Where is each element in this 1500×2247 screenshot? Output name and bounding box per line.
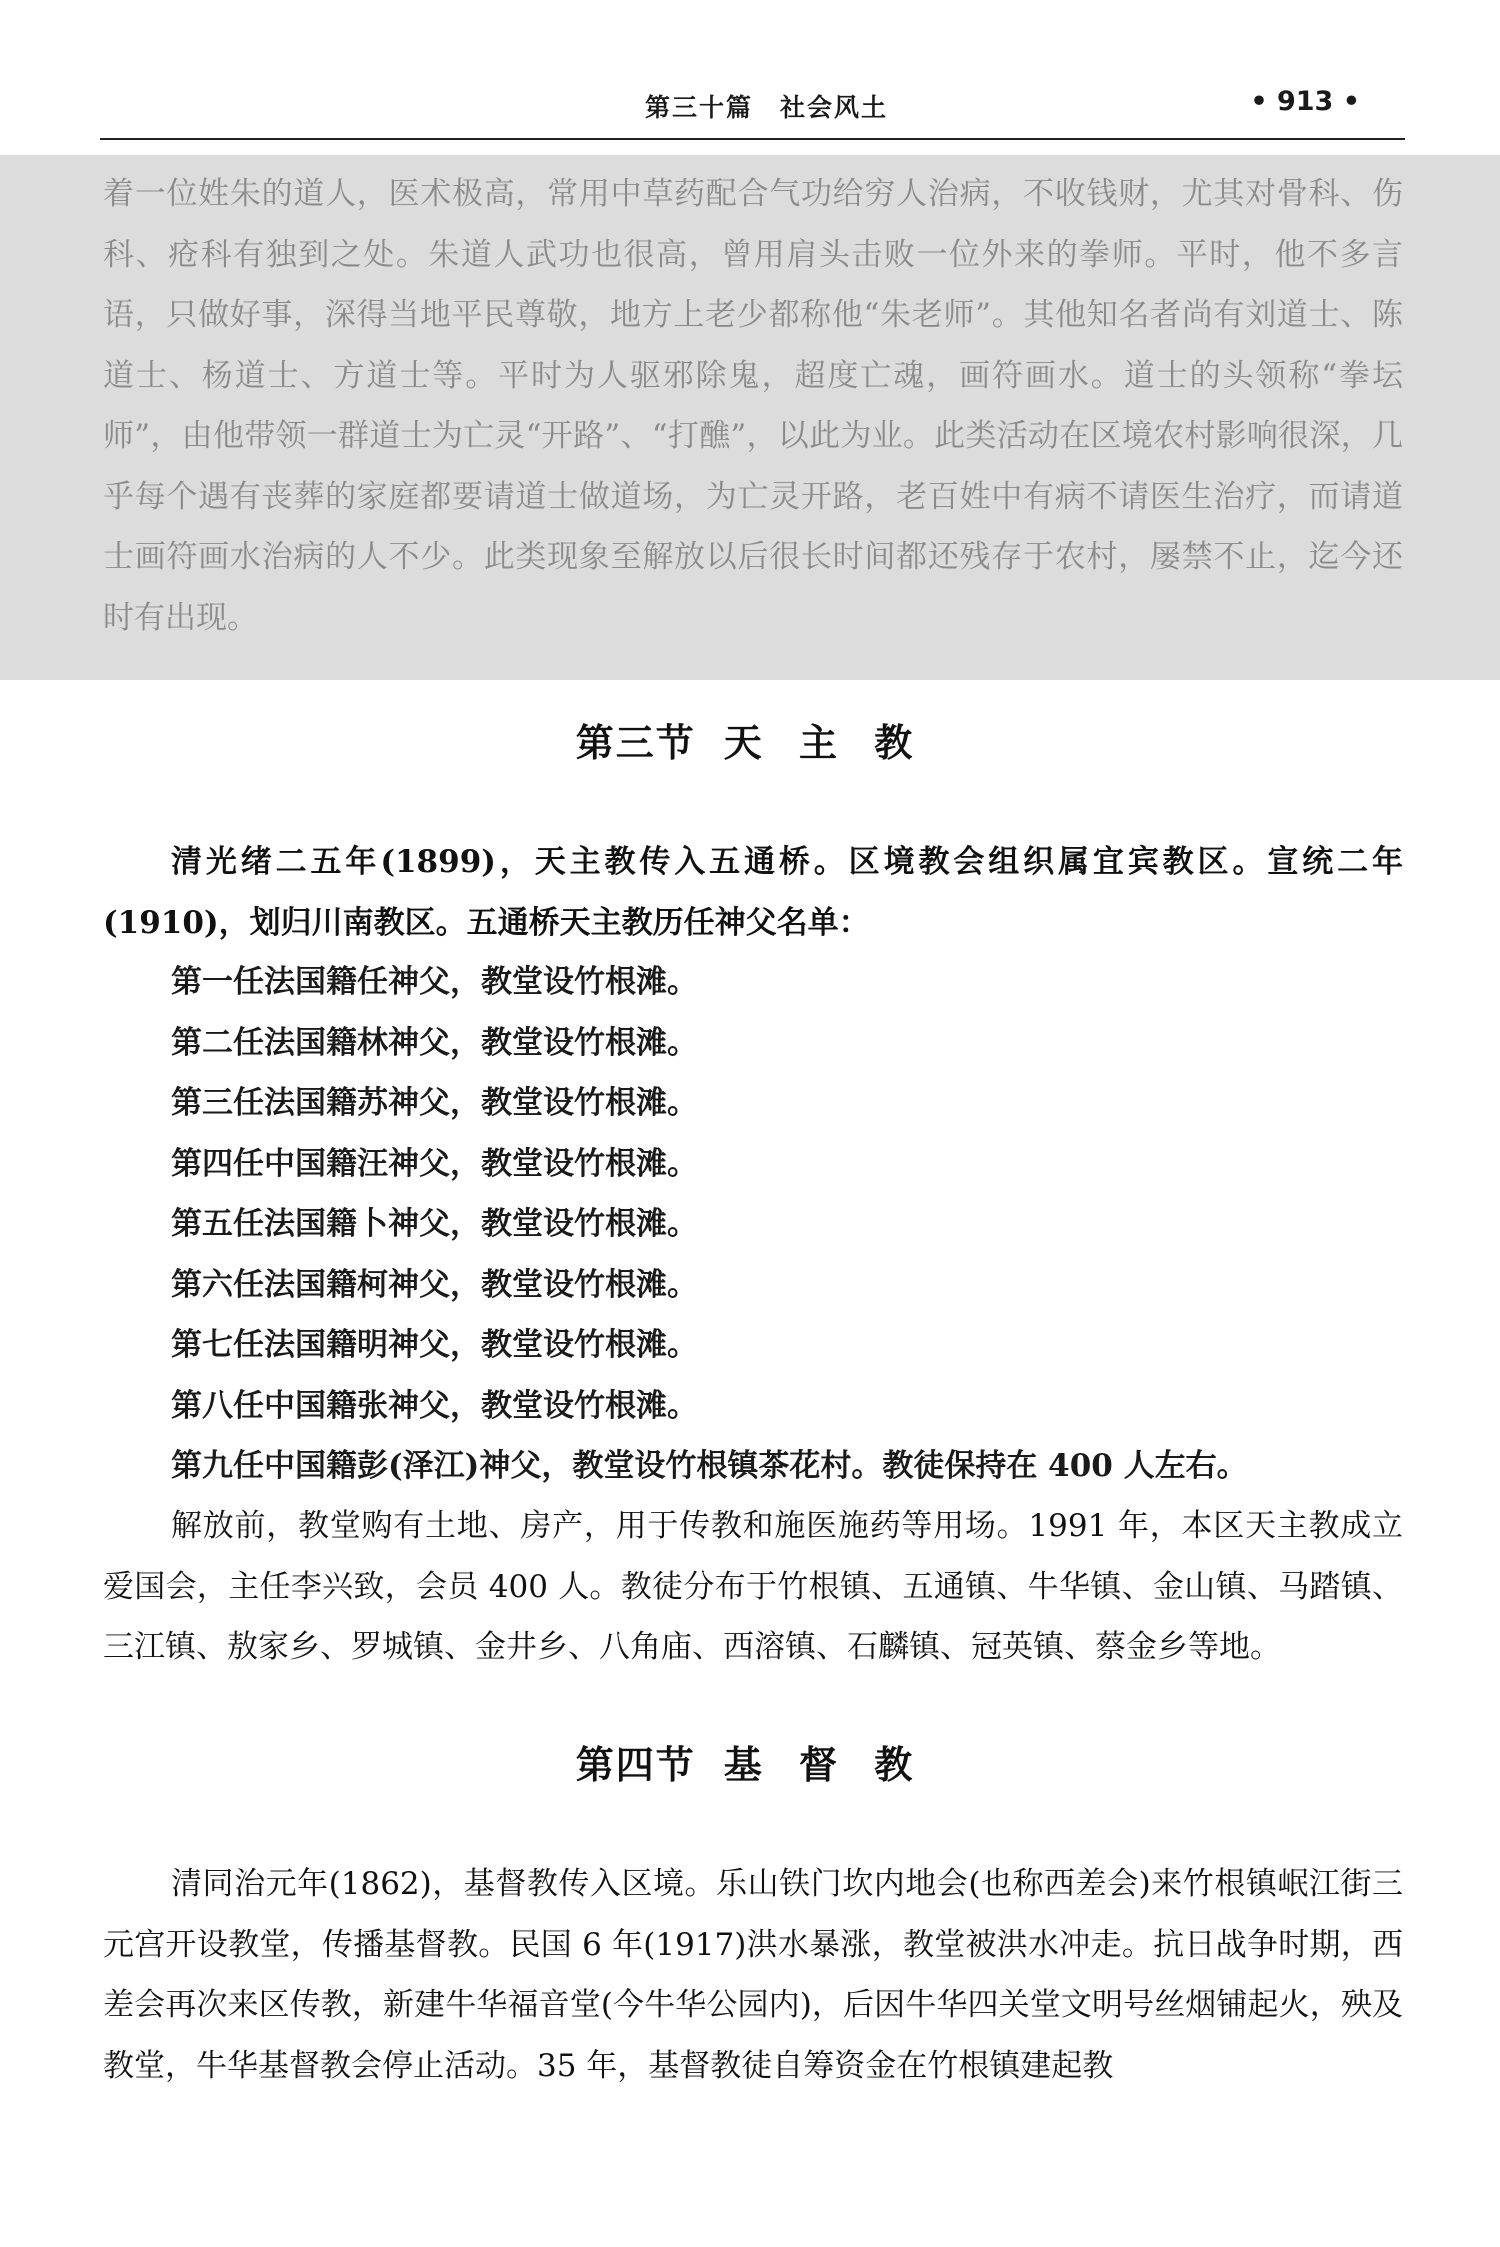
list-item: 第五任法国籍卜神父，教堂设竹根滩。 — [171, 1206, 698, 1242]
list-item: 第九任中国籍彭(泽江)神父，教堂设竹根镇茶花村。教徒保持在 400 人左右。 — [171, 1448, 1248, 1484]
catholicism-history-paragraph: 解放前，教堂购有土地、房产，用于传教和施医施药等用场。1991 年，本区天主教成立爱国会，主任李兴致，会员 400 人。教徒分布于竹根镇、五通镇、牛华镇、金山镇、马踏镇、三江镇、敖家乡、罗城镇、金井乡、八角庙、西溶镇、石麟镇、冠英镇、蔡金乡等地。 — [103, 1508, 1403, 1665]
list-item: 第八任中国籍张神父，教堂设竹根滩。 — [171, 1387, 698, 1424]
section-heading-christianity — [0, 1734, 1500, 1789]
page-number: • 913 • — [1250, 86, 1360, 117]
section-name: 基 督 教 — [723, 1742, 925, 1787]
list-item: 第七任法国籍明神父，教堂设竹根滩。 — [171, 1327, 698, 1363]
christianity-intro-paragraph: 清同治元年(1862)，基督教传入区境。乐山铁门坎内地会(也称西差会)来竹根镇岷江街三元宫开设教堂，传播基督教。民国 6 年(1917)洪水暴涨，教堂被洪水冲走。抗日战争时期，西差会再次来区传教，新建牛华福音堂(今牛华公园内)，后因牛华四关堂文明号丝烟铺起火，殃及教堂，牛华基督教会停止活动。35 年，基督教徒自筹资金在竹根镇建起教 — [103, 1866, 1403, 2084]
list-item: 第二任法国籍林神父，教堂设竹根滩。 — [171, 1024, 698, 1061]
catholicism-intro-paragraph: 清光绪二五年(1899)，天主教传入五通桥。区境教会组织属宜宾教区。宣统二年(1910)，划归川南教区。五通桥天主教历任神父名单： — [103, 844, 1403, 941]
chapter-title: 第三十篇 社会风土 — [645, 93, 889, 122]
section-number: 第三节 — [575, 720, 696, 765]
continuation-paragraph: 着一位姓朱的道人，医术极高，常用中草药配合气功给穷人治病，不收钱财，尤其对骨科、伤科、疮科有独到之处。朱道人武功也很高，曾用肩头击败一位外来的拳师。平时，他不多言语，只做好事，深得当地平民尊敬，地方上老少都称他“朱老师”。其他知名者尚有刘道士、陈道士、杨道士、方道士等。平时为人驱邪除鬼，超度亡魂，画符画水。道士的头领称“拳坛师”，由他带领一群道士为亡灵“开路”、“打醮”，以此为业。此类活动在区境农村影响很深，几乎每个遇有丧葬的家庭都要请道士做道场，为亡灵开路，老百姓中有病不请医生治疗，而请道士画符画水治病的人不少。此类现象至解放以后很长时间都还残存于农村，屡禁不止，迄今还时有出现。 — [103, 176, 1403, 636]
section-heading-catholicism — [0, 712, 1500, 767]
list-item: 第三任法国籍苏神父，教堂设竹根滩。 — [171, 1085, 698, 1121]
running-header — [100, 80, 1405, 140]
list-item: 第四任中国籍汪神父，教堂设竹根滩。 — [171, 1145, 698, 1182]
list-item: 第六任法国籍柯神父，教堂设竹根滩。 — [171, 1266, 698, 1303]
section-name: 天 主 教 — [723, 720, 925, 765]
list-item: 第一任法国籍任神父，教堂设竹根滩。 — [171, 964, 698, 1000]
priest-list — [171, 952, 1411, 1497]
section-number: 第四节 — [575, 1742, 696, 1787]
